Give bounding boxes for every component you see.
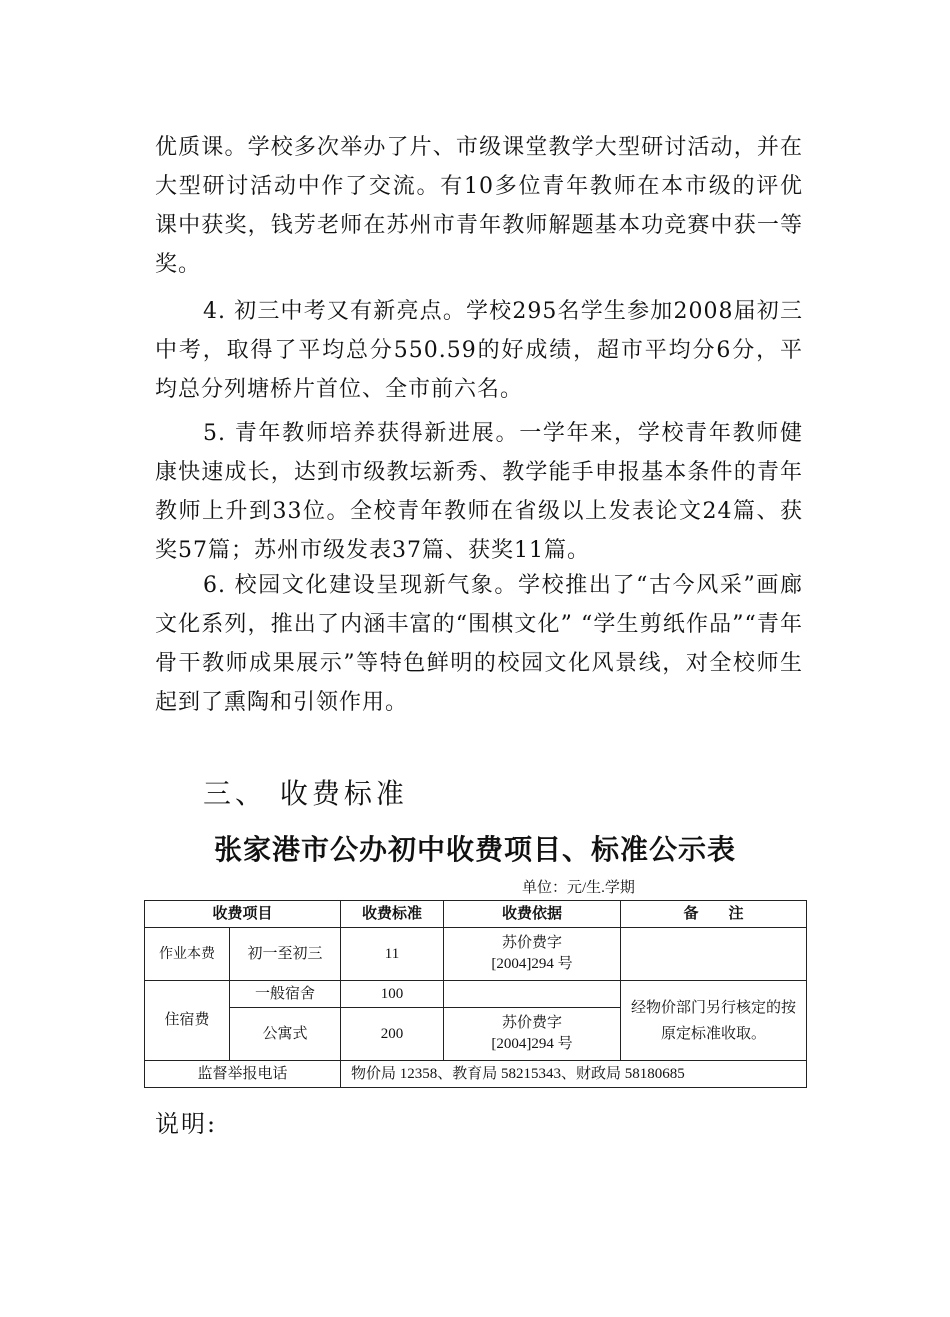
paragraph-4: 6. 校园文化建设呈现新气象。学校推出了“古今风采”画廊文化系列，推出了内涵丰富的“围棋文化” “学生剪纸作品”“青年骨干教师成果展示”等特色鲜明的校园文化风景线，对全校师生起到了熏陶和引领作用。 bbox=[155, 573, 803, 715]
standard-cell: 200 bbox=[341, 1008, 444, 1061]
item-cell: 公寓式 bbox=[230, 1008, 341, 1061]
basis-cell-empty bbox=[444, 981, 621, 1008]
paragraph-3: 5. 青年教师培养获得新进展。一学年来，学校青年教师健康快速成长，达到市级教坛新秀、教学能手申报基本条件的青年教师上升到33位。全校青年教师在省级以上发表论文24篇、获奖57篇；苏州市级发表37篇、获奖11篇。 bbox=[155, 421, 803, 563]
basis-cell bbox=[444, 1008, 621, 1061]
standard-cell: 100 bbox=[341, 981, 444, 1008]
paragraph-2: 4. 初三中考又有新亮点。学校295名学生参加2008届初三中考，取得了平均总分550.59的好成绩，超市平均分6分，平均总分列塘桥片首位、全市前六名。 bbox=[155, 299, 803, 402]
table-row bbox=[145, 981, 807, 1008]
fee-table bbox=[144, 900, 807, 1088]
item-cell: 初一至初三 bbox=[230, 928, 341, 981]
header-fee-standard: 收费标准 bbox=[341, 901, 444, 928]
basis-line-2: [2004]294 号 bbox=[491, 956, 573, 972]
table-title: 张家港市公办初中收费项目、标准公示表 bbox=[213, 833, 736, 866]
category-cell: 作业本费 bbox=[145, 928, 230, 981]
remarks-note-cell: 经物价部门另行核定的按原定标准收取。 bbox=[621, 981, 807, 1061]
section-heading: 三、 收费标准 bbox=[203, 777, 408, 810]
item-cell: 一般宿舍 bbox=[230, 981, 341, 1008]
table-row bbox=[145, 1061, 807, 1088]
table-row bbox=[145, 928, 807, 981]
hotline-label-cell: 监督举报电话 bbox=[145, 1061, 341, 1088]
table-header-row bbox=[145, 901, 807, 928]
basis-line-1: 苏价费字 bbox=[502, 935, 563, 951]
header-fee-item: 收费项目 bbox=[145, 901, 341, 928]
basis-line-2: [2004]294 号 bbox=[491, 1036, 573, 1052]
explanation-label: 说明: bbox=[155, 1110, 218, 1138]
paragraph-1: 优质课。学校多次举办了片、市级课堂教学大型研讨活动，并在大型研讨活动中作了交流。有10多位青年教师在本市级的评优课中获奖，钱芳老师在苏州市青年教师解题基本功竞赛中获一等奖。 bbox=[155, 135, 803, 277]
table-unit: 单位：元/生.学期 bbox=[522, 880, 635, 896]
basis-cell bbox=[444, 928, 621, 981]
standard-cell: 11 bbox=[341, 928, 444, 981]
basis-line-1: 苏价费字 bbox=[502, 1015, 563, 1031]
remarks-cell-empty bbox=[621, 928, 807, 981]
header-remarks: 备 注 bbox=[621, 901, 807, 928]
header-fee-basis: 收费依据 bbox=[444, 901, 621, 928]
hotline-value-cell: 物价局 12358、教育局 58215343、财政局 58180685 bbox=[341, 1061, 807, 1088]
category-cell: 住宿费 bbox=[145, 981, 230, 1061]
